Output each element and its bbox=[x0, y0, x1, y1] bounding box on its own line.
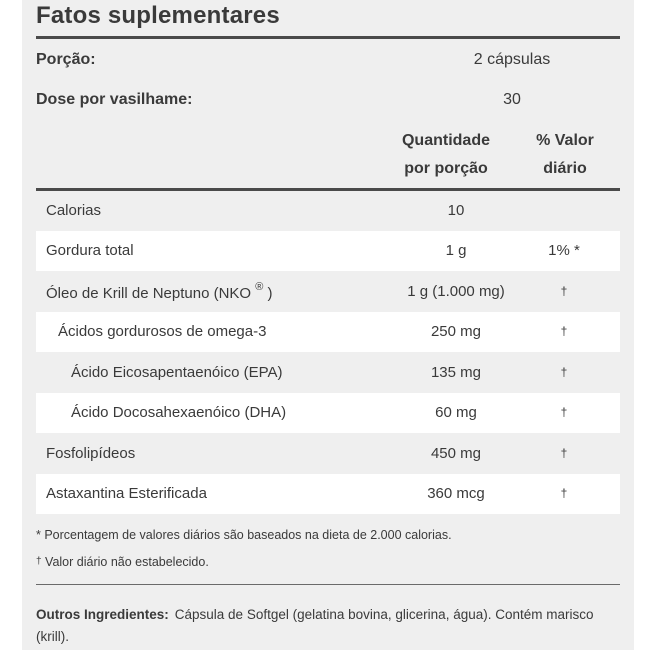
table-row bbox=[36, 474, 620, 514]
nutrient-daily-value: 1% * bbox=[548, 242, 580, 259]
nutrient-daily-value: † bbox=[560, 324, 568, 338]
nutrient-name: Ácido Docosahexaenóico (DHA) bbox=[71, 404, 287, 421]
table-row bbox=[36, 434, 620, 474]
other-ingredients-label: Outros Ingredientes: bbox=[36, 607, 169, 622]
nutrient-amount: 1 g bbox=[445, 242, 467, 259]
nutrient-name: Ácido Eicosapentaenóico (EPA) bbox=[71, 364, 283, 381]
table-row bbox=[36, 393, 620, 433]
nutrient-name: Fosfolipídeos bbox=[46, 445, 136, 462]
nutrient-daily-value: † bbox=[560, 284, 568, 298]
amount-per-serving-header bbox=[386, 127, 506, 183]
nutrient-daily-value: † bbox=[560, 486, 568, 500]
table-row bbox=[36, 353, 620, 393]
nutrient-name: Ácidos gordurosos de omega-3 bbox=[58, 323, 267, 340]
nutrient-name: Calorias bbox=[46, 202, 102, 219]
nutrient-daily-value: † bbox=[560, 446, 568, 460]
table-row bbox=[36, 312, 620, 352]
servings-per-container-label: Dose por vasilhame: bbox=[36, 91, 193, 108]
table-row bbox=[36, 272, 620, 312]
table-row bbox=[36, 191, 620, 231]
supplement-facts-panel bbox=[22, 0, 634, 650]
panel-title: Fatos suplementares bbox=[36, 2, 280, 29]
serving-size-label: Porção: bbox=[36, 51, 96, 68]
nutrient-amount: 60 mg bbox=[435, 404, 477, 421]
nutrient-amount: 10 bbox=[447, 202, 465, 219]
daily-value-footnote: * Porcentagem de valores diários são baseados na dieta de 2.000 calorias. bbox=[36, 528, 452, 542]
nutrient-name bbox=[46, 283, 273, 302]
nutrient-name: Astaxantina Esterificada bbox=[46, 485, 207, 502]
title-divider bbox=[36, 36, 620, 39]
other-ingredients-text: Cápsula de Softgel (gelatina bovina, glicerina, água). Contém marisco (krill). bbox=[36, 607, 594, 644]
amount-header-line2: por porção bbox=[404, 160, 488, 177]
nutrient-amount: 250 mg bbox=[430, 323, 482, 340]
dv-header-line1: % Valor bbox=[536, 132, 594, 149]
servings-per-container-value: 30 bbox=[503, 91, 521, 108]
other-ingredients bbox=[36, 604, 606, 648]
amount-header-line1: Quantidade bbox=[401, 132, 490, 149]
registered-mark: ® bbox=[255, 281, 264, 293]
nutrient-daily-value: † bbox=[560, 365, 568, 379]
nutrient-amount: 360 mcg bbox=[427, 485, 485, 502]
nko-name-text: Óleo de Krill de Neptuno (NKO bbox=[46, 285, 252, 302]
serving-size-value: 2 cápsulas bbox=[473, 51, 551, 68]
nko-name-close: ) bbox=[263, 285, 273, 302]
nutrient-amount: 135 mg bbox=[430, 364, 482, 381]
nutrient-amount: 1 g (1.000 mg) bbox=[407, 283, 505, 300]
nutrient-daily-value: † bbox=[560, 405, 568, 419]
table-row bbox=[36, 231, 620, 271]
nutrient-amount: 450 mg bbox=[430, 445, 482, 462]
not-established-text: Valor diário não estabelecido. bbox=[45, 555, 209, 569]
daily-value-header bbox=[515, 127, 615, 183]
dagger-symbol: † bbox=[36, 556, 42, 567]
not-established-footnote bbox=[36, 555, 209, 569]
footnote-divider bbox=[36, 584, 620, 585]
dv-header-line2: diário bbox=[543, 160, 587, 177]
nutrient-name: Gordura total bbox=[46, 242, 134, 259]
